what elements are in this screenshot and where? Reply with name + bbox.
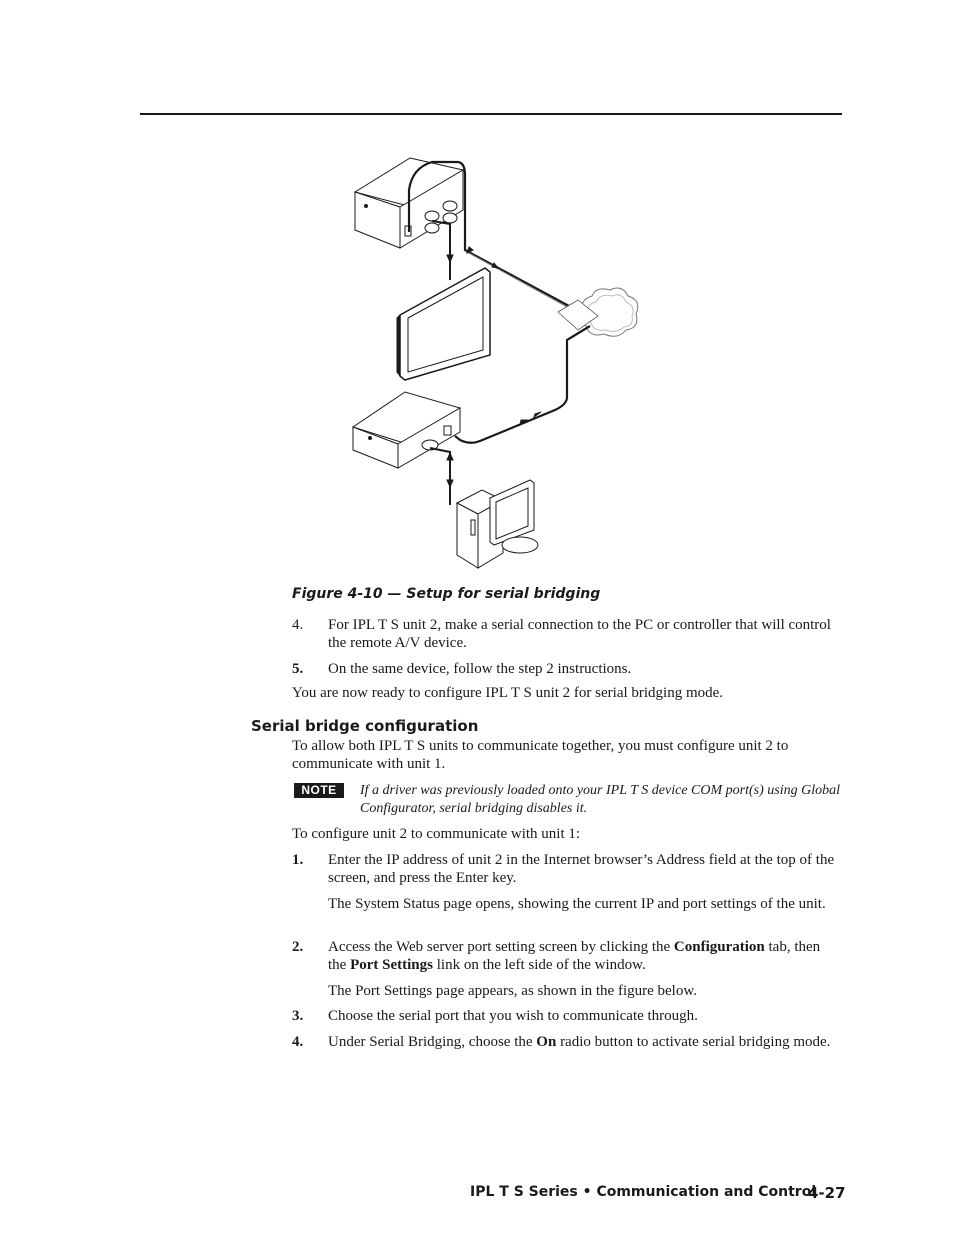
step-number: 4. bbox=[292, 617, 304, 633]
footer-title: IPL T S Series • Communication and Control bbox=[470, 1184, 817, 1200]
step-number: 5. bbox=[292, 661, 304, 677]
ipl-unit-2-device bbox=[353, 392, 460, 468]
display-monitor bbox=[397, 268, 490, 380]
section-intro: To allow both IPL T S units to communicate together, you must configure unit 2 to communicate with unit 1. bbox=[292, 738, 789, 772]
section-heading: Serial bridge configuration bbox=[251, 717, 479, 735]
step-text bbox=[328, 1033, 842, 1051]
ready-paragraph: You are now ready to configure IPL T S unit 2 for serial bridging mode. bbox=[292, 685, 724, 701]
step-number: 4. bbox=[292, 1034, 304, 1050]
step-subtext: The Port Settings page appears, as shown in the figure below. bbox=[328, 983, 697, 999]
note-text: If a driver was previously loaded onto your IPL T S device COM port(s) using Global Configurator, serial bridging disables it. bbox=[360, 783, 840, 816]
pc-computer-icon bbox=[457, 480, 538, 568]
page-number: 4-27 bbox=[808, 1184, 846, 1202]
step-text: On the same device, follow the step 2 instructions. bbox=[328, 661, 632, 677]
configure-intro: To configure unit 2 to communicate with unit 1: bbox=[292, 826, 581, 842]
step-text: Choose the serial port that you wish to communicate through. bbox=[328, 1008, 698, 1024]
step-text-post: radio button to activate serial bridging mode. bbox=[556, 1034, 831, 1050]
step-number: 3. bbox=[292, 1008, 304, 1024]
step-text bbox=[328, 938, 842, 974]
on-radio-ref: On bbox=[536, 1034, 557, 1050]
configuration-tab-ref: Configuration bbox=[673, 939, 765, 955]
step-text-pre: Access the Web server port setting screen by clicking the bbox=[328, 939, 674, 955]
note-badge: NOTE bbox=[294, 783, 344, 798]
figure-caption: Figure 4-10 — Setup for serial bridging bbox=[292, 586, 601, 602]
port-settings-link-ref: Port Settings bbox=[350, 957, 433, 973]
header-rule bbox=[140, 113, 842, 115]
step-text: Enter the IP address of unit 2 in the Internet browser’s Address field at the top of the screen, and press the Enter key. bbox=[328, 852, 835, 886]
step-number: 2. bbox=[292, 939, 304, 955]
step-text-mid: tab, then the bbox=[328, 939, 821, 973]
step-subtext: The System Status page opens, showing the current IP and port settings of the unit. bbox=[328, 896, 826, 912]
step-text-post: link on the left side of the window. bbox=[432, 957, 646, 973]
step-text-pre: Under Serial Bridging, choose the bbox=[328, 1034, 537, 1050]
serial-bridging-diagram bbox=[340, 150, 660, 575]
step-number: 1. bbox=[292, 852, 304, 868]
step-text: For IPL T S unit 2, make a serial connection to the PC or controller that will control the remote A/V device. bbox=[328, 617, 831, 651]
